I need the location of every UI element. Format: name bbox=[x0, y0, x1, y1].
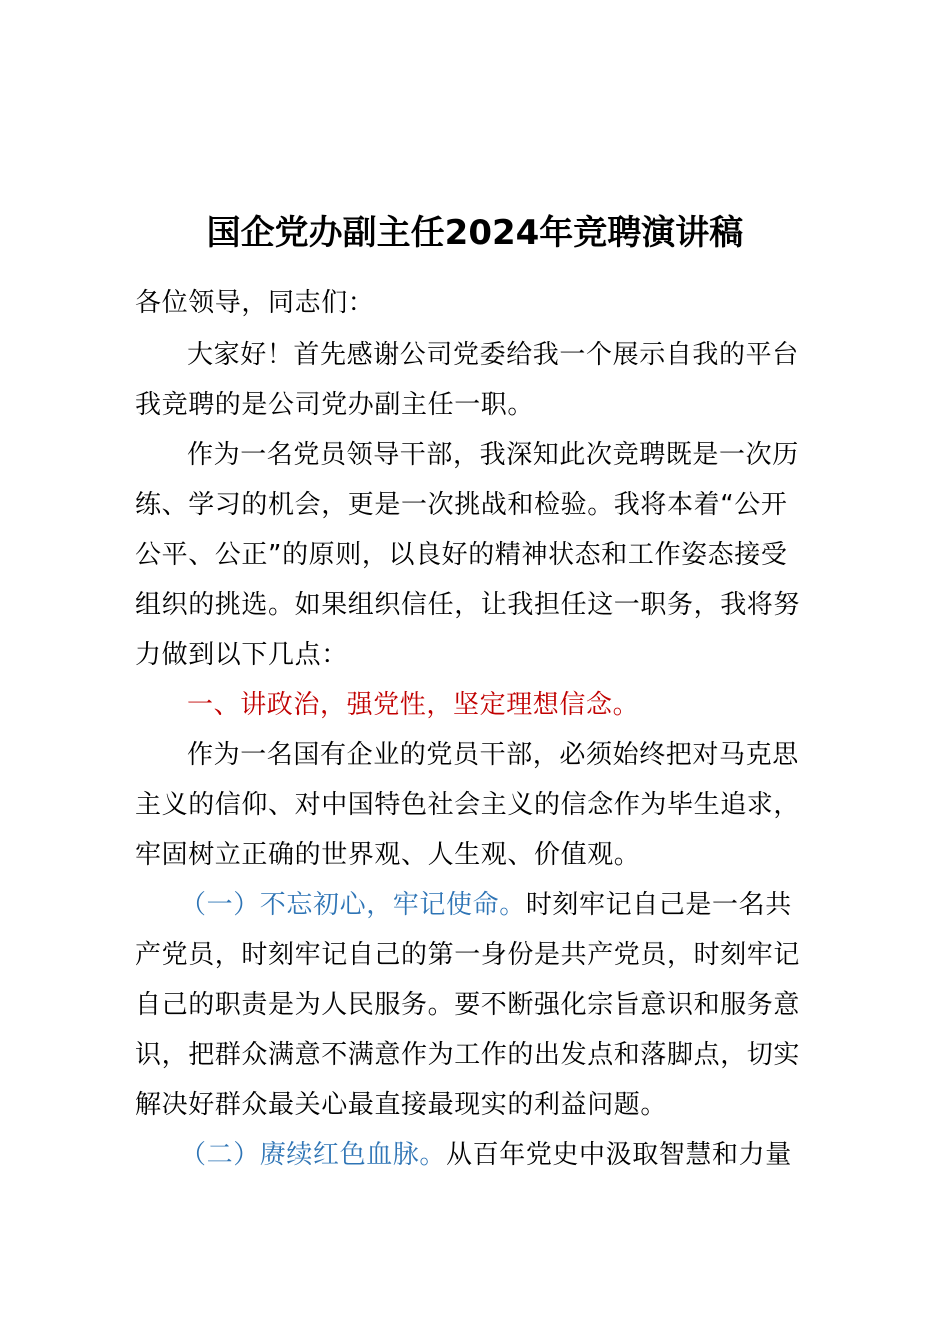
subsection-paragraph-line bbox=[180, 885, 792, 925]
paragraph-line: 解决好群众最关心最直接最现实的利益问题。 bbox=[135, 1090, 668, 1120]
paragraph-line: 练、学习的机会，更是一次挑战和检验。我将本着“公开 bbox=[135, 490, 788, 520]
paragraph-line: 力做到以下几点： bbox=[135, 640, 348, 670]
document-title: 国企党办副主任2024年竞聘演讲稿 bbox=[206, 213, 744, 253]
paragraph-line: 组织的挑选。如果组织信任，让我担任这一职务，我将努 bbox=[135, 590, 801, 620]
paragraph-text: 时刻牢记自己是一名共 bbox=[525, 890, 792, 920]
paragraph-line: 我竞聘的是公司党办副主任一职。 bbox=[135, 390, 535, 420]
paragraph-line: 公平、公正”的原则，以良好的精神状态和工作姿态接受 bbox=[135, 540, 788, 570]
paragraph-line: 识，把群众满意不满意作为工作的出发点和落脚点，切实 bbox=[135, 1040, 801, 1070]
subsection-paragraph-line bbox=[180, 1135, 792, 1175]
paragraph-line: 自己的职责是为人民服务。要不断强化宗旨意识和服务意 bbox=[135, 990, 801, 1020]
paragraph-line: 作为一名国有企业的党员干部，必须始终把对马克思 bbox=[187, 740, 799, 770]
paragraph-line: 牢固树立正确的世界观、人生观、价值观。 bbox=[135, 840, 641, 870]
salutation: 各位领导，同志们： bbox=[135, 288, 375, 318]
subsection-heading: （一）不忘初心，牢记使命。 bbox=[180, 890, 526, 920]
paragraph-line: 作为一名党员领导干部，我深知此次竞聘既是一次历 bbox=[187, 440, 799, 470]
paragraph-line: 主义的信仰、对中国特色社会主义的信念作为毕生追求， bbox=[135, 790, 801, 820]
paragraph-line: 产党员，时刻牢记自己的第一身份是共产党员，时刻牢记 bbox=[135, 940, 801, 970]
paragraph-line: 大家好！首先感谢公司党委给我一个展示自我的平台 bbox=[187, 340, 799, 370]
paragraph-text: 从百年党史中汲取智慧和力量 bbox=[446, 1140, 792, 1170]
section-heading: 一、讲政治，强党性，坚定理想信念。 bbox=[187, 690, 640, 720]
subsection-heading: （二）赓续红色血脉。 bbox=[180, 1140, 447, 1170]
